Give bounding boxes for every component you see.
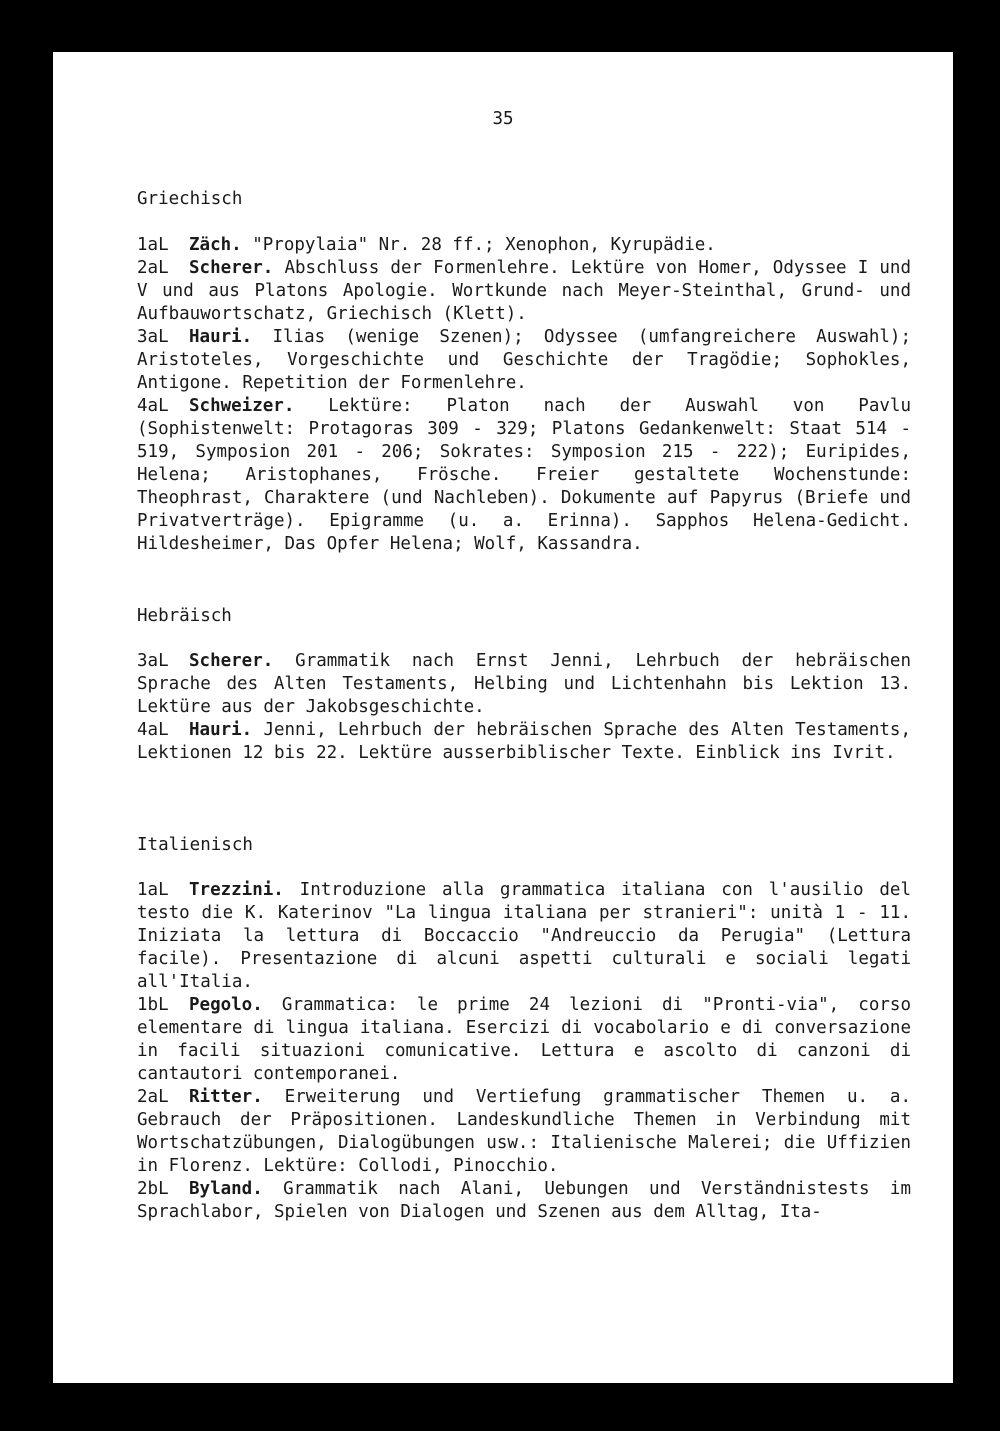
class-code: 3aL [137, 327, 169, 347]
course-entry [137, 257, 911, 326]
course-entry [137, 719, 911, 765]
course-description: Lektüre: Platon nach der Auswahl von Pavlu (Sophistenwelt: Protagoras 309 - 329; Platons Gedankenwelt: Staat 514 - 519, Symposion 201 - 206; Sokrates: Symposion 215 - 222); Euripides, Helena; Aristophanes, Frösche. Freier gestaltete Wochenstunde: Theophrast, Charaktere (und Nachleben). Dokumente auf Papyrus (Briefe und Privatverträge). Epigramme (u. a. Erinna). Sapphos Helena-Gedicht. Hildesheimer, Das Opfer Helena; Wolf, Kassandra. [137, 396, 911, 554]
teacher-name: Trezzini. [189, 880, 284, 900]
course-entry [137, 1178, 911, 1224]
section-heading-griechisch: Griechisch [137, 189, 243, 209]
page-number: 35 [492, 109, 514, 129]
course-entry [137, 650, 911, 719]
course-entry [137, 1086, 911, 1178]
class-code: 2bL [137, 1179, 169, 1199]
course-description: Erweiterung und Vertiefung grammatischer Themen u. a. Gebrauch der Präpositionen. Landeskundliche Themen in Verbindung mit Wortschatzübungen, Dialogübungen usw.: Italienische Malerei; die Uffizien in Florenz. Lektüre: Collodi, Pinocchio. [137, 1087, 911, 1176]
section-hebraeisch-entries [137, 650, 911, 765]
teacher-name: Schweizer. [189, 396, 295, 416]
teacher-name: Byland. [189, 1179, 263, 1199]
section-heading-hebraeisch: Hebräisch [137, 606, 232, 626]
class-code: 4aL [137, 396, 169, 416]
teacher-name: Zäch. [189, 235, 242, 255]
course-description: Abschluss der Formenlehre. Lektüre von Homer, Odyssee I und V und aus Platons Apologie. Wortkunde nach Meyer-Steinthal, Grund- und Aufbauwortschatz, Griechisch (Klett). [137, 258, 911, 324]
class-code: 1bL [137, 995, 169, 1015]
class-code: 1aL [137, 235, 169, 255]
teacher-name: Hauri. [189, 327, 253, 347]
teacher-name: Scherer. [189, 258, 274, 278]
document-page [53, 52, 953, 1383]
teacher-name: Pegolo. [189, 995, 263, 1015]
class-code: 2aL [137, 258, 169, 278]
class-code: 1aL [137, 880, 169, 900]
class-code: 2aL [137, 1087, 169, 1107]
course-description: Introduzione alla grammatica italiana con l'ausilio del testo die K. Katerinov "La lingua italiana per stranieri": unità 1 - 11. Iniziata la lettura di Boccaccio "Andreuccio da Perugia" (Lettura facile). Presentazione di alcuni aspetti culturali e sociali legati all'Italia. [137, 880, 911, 992]
course-description: Grammatik nach Alani, Uebungen und Verständnistests im Sprachlabor, Spielen von Dialogen und Szenen aus dem Alltag, Ita- [137, 1179, 911, 1222]
course-entry [137, 879, 911, 994]
course-entry [137, 326, 911, 395]
course-description: Ilias (wenige Szenen); Odyssee (umfangreichere Auswahl); Aristoteles, Vorgeschichte und Geschichte der Tragödie; Sophokles, Antigone. Repetition der Formenlehre. [137, 327, 911, 393]
course-entry [137, 395, 911, 556]
section-heading-italienisch: Italienisch [137, 835, 253, 855]
course-entry [137, 234, 911, 257]
teacher-name: Ritter. [189, 1087, 263, 1107]
course-description: Grammatica: le prime 24 lezioni di "Pronti-via", corso elementare di lingua italiana. Esercizi di vocabolario e di conversazione in facili situazioni comunicative. Lettura e ascolto di canzoni di cantautori contemporanei. [137, 995, 911, 1084]
teacher-name: Scherer. [189, 651, 274, 671]
section-griechisch-entries [137, 234, 911, 556]
class-code: 4aL [137, 720, 169, 740]
class-code: 3aL [137, 651, 169, 671]
section-italienisch-entries [137, 879, 911, 1224]
course-description: "Propylaia" Nr. 28 ff.; Xenophon, Kyrupädie. [252, 235, 716, 255]
course-description: Jenni, Lehrbuch der hebräischen Sprache des Alten Testaments, Lektionen 12 bis 22. Lektüre ausserbiblischer Texte. Einblick ins Ivrit. [137, 720, 911, 763]
teacher-name: Hauri. [189, 720, 253, 740]
course-entry [137, 994, 911, 1086]
course-description: Grammatik nach Ernst Jenni, Lehrbuch der hebräischen Sprache des Alten Testaments, Helbing und Lichtenhahn bis Lektion 13. Lektüre aus der Jakobsgeschichte. [137, 651, 911, 717]
